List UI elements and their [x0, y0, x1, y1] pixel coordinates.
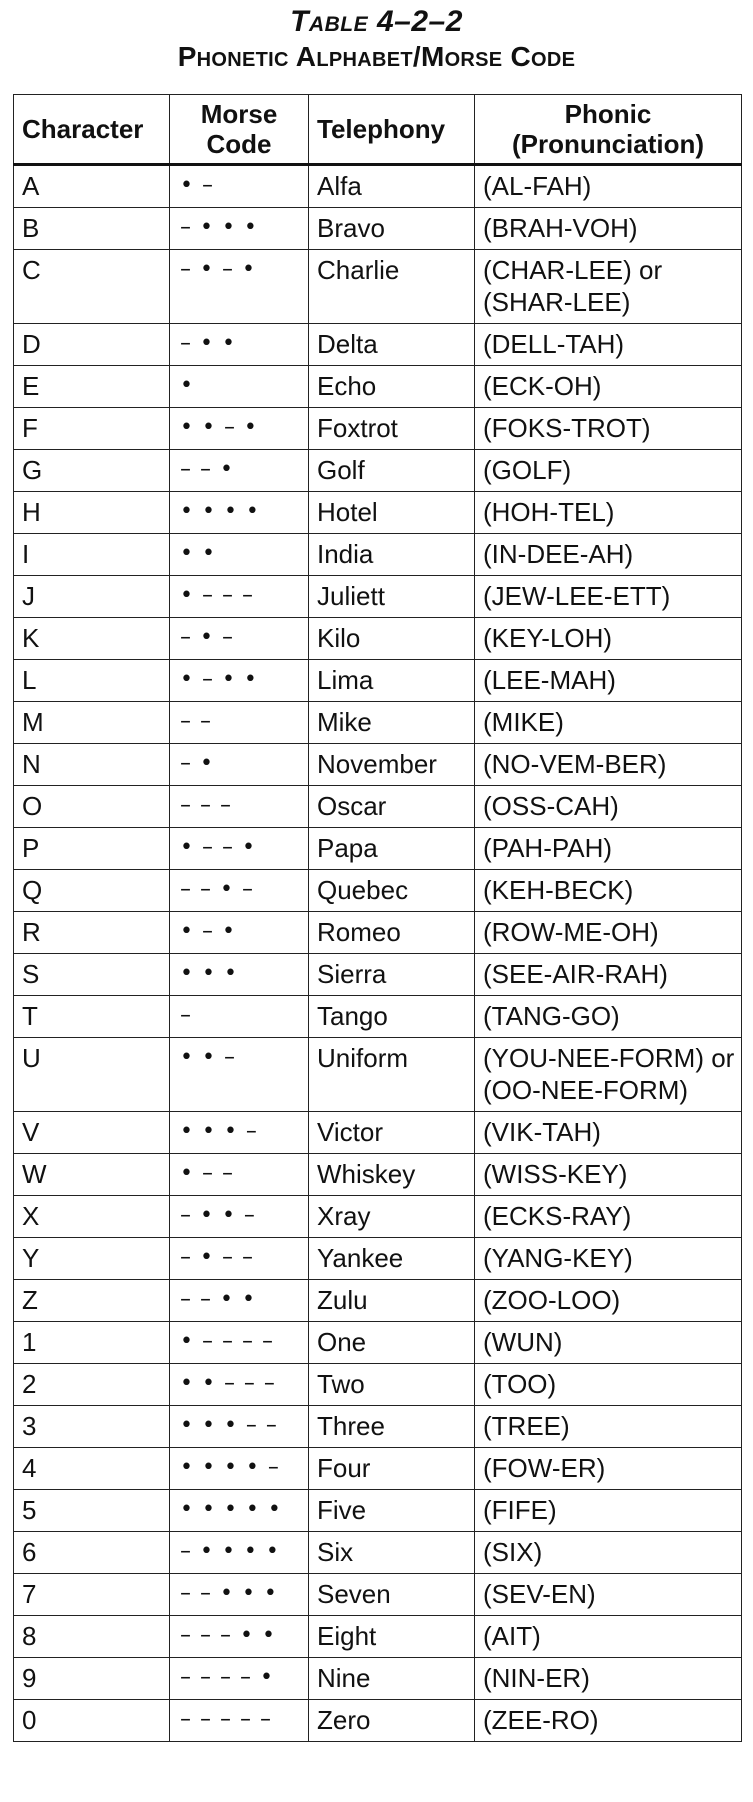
table-row [14, 870, 742, 912]
table-row [14, 786, 742, 828]
cell-telephony: Tango [309, 996, 475, 1038]
cell-character: 1 [14, 1322, 170, 1364]
header-telephony: Telephony [309, 95, 475, 165]
cell-character: M [14, 702, 170, 744]
cell-phonic: (DELL-TAH) [475, 324, 742, 366]
cell-telephony: Two [309, 1364, 475, 1406]
header-phonic: Phonic (Pronunciation) [475, 95, 742, 165]
cell-telephony: November [309, 744, 475, 786]
table-body [14, 165, 742, 1742]
table-row [14, 1490, 742, 1532]
cell-morse-code: – – • • [170, 1280, 309, 1322]
cell-character: V [14, 1112, 170, 1154]
cell-morse-code: – – • – [170, 870, 309, 912]
cell-morse-code: – – – [170, 786, 309, 828]
cell-telephony: Zulu [309, 1280, 475, 1322]
table-title: Phonetic Alphabet/Morse Code [177, 41, 576, 72]
cell-telephony: Xray [309, 1196, 475, 1238]
table-row [14, 1322, 742, 1364]
header-row [14, 95, 742, 165]
cell-character: J [14, 576, 170, 618]
cell-telephony: Victor [309, 1112, 475, 1154]
table-row [14, 954, 742, 996]
cell-character: L [14, 660, 170, 702]
cell-morse-code: • • • [170, 954, 309, 996]
cell-morse-code: • • • • – [170, 1448, 309, 1490]
cell-phonic: (KEY-LOH) [475, 618, 742, 660]
cell-morse-code: • – – • [170, 828, 309, 870]
table-row [14, 366, 742, 408]
cell-character: 7 [14, 1574, 170, 1616]
table-row [14, 1532, 742, 1574]
cell-telephony: Five [309, 1490, 475, 1532]
table-row [14, 660, 742, 702]
table-header [14, 95, 742, 165]
cell-morse-code: – • – – [170, 1238, 309, 1280]
cell-phonic: (MIKE) [475, 702, 742, 744]
cell-phonic: (NO-VEM-BER) [475, 744, 742, 786]
cell-phonic: (SEV-EN) [475, 1574, 742, 1616]
table-row [14, 1658, 742, 1700]
header-character: Character [14, 95, 170, 165]
cell-character: 5 [14, 1490, 170, 1532]
cell-phonic: (JEW-LEE-ETT) [475, 576, 742, 618]
cell-character: H [14, 492, 170, 534]
cell-phonic: (WISS-KEY) [475, 1154, 742, 1196]
cell-phonic: (TREE) [475, 1406, 742, 1448]
cell-phonic: (LEE-MAH) [475, 660, 742, 702]
cell-phonic: (ECKS-RAY) [475, 1196, 742, 1238]
table-row [14, 450, 742, 492]
cell-phonic: (FOKS-TROT) [475, 408, 742, 450]
cell-phonic: (SEE-AIR-RAH) [475, 954, 742, 996]
cell-character: C [14, 250, 170, 324]
cell-character: 2 [14, 1364, 170, 1406]
cell-telephony: One [309, 1322, 475, 1364]
cell-telephony: Echo [309, 366, 475, 408]
cell-telephony: Romeo [309, 912, 475, 954]
table-row [14, 324, 742, 366]
cell-character: N [14, 744, 170, 786]
cell-character: I [14, 534, 170, 576]
table-row [14, 208, 742, 250]
cell-phonic: (PAH-PAH) [475, 828, 742, 870]
cell-character: O [14, 786, 170, 828]
table-row [14, 618, 742, 660]
cell-phonic: (ECK-OH) [475, 366, 742, 408]
table-row [14, 1112, 742, 1154]
cell-character: F [14, 408, 170, 450]
cell-character: R [14, 912, 170, 954]
cell-telephony: Oscar [309, 786, 475, 828]
table-row [14, 1280, 742, 1322]
table-row [14, 165, 742, 208]
table-row [14, 492, 742, 534]
cell-morse-code: • – [170, 165, 309, 208]
cell-phonic: (FOW-ER) [475, 1448, 742, 1490]
table-number: Table 4–2–2 [290, 5, 463, 38]
cell-phonic: (TOO) [475, 1364, 742, 1406]
cell-telephony: Whiskey [309, 1154, 475, 1196]
cell-morse-code: • • – – – [170, 1364, 309, 1406]
table-row [14, 1574, 742, 1616]
table-row [14, 1700, 742, 1742]
cell-morse-code: • – • [170, 912, 309, 954]
cell-character: 8 [14, 1616, 170, 1658]
cell-morse-code: – – • [170, 450, 309, 492]
cell-phonic: (IN-DEE-AH) [475, 534, 742, 576]
cell-phonic: (ZEE-RO) [475, 1700, 742, 1742]
cell-telephony: Zero [309, 1700, 475, 1742]
table-row [14, 576, 742, 618]
table-row [14, 1154, 742, 1196]
cell-phonic: (ZOO-LOO) [475, 1280, 742, 1322]
cell-phonic: (HOH-TEL) [475, 492, 742, 534]
table-row [14, 702, 742, 744]
cell-phonic: (ROW-ME-OH) [475, 912, 742, 954]
cell-character: X [14, 1196, 170, 1238]
cell-phonic: (TANG-GO) [475, 996, 742, 1038]
cell-morse-code: • – – – – [170, 1322, 309, 1364]
table-row [14, 534, 742, 576]
cell-morse-code: – • [170, 744, 309, 786]
cell-character: 6 [14, 1532, 170, 1574]
cell-telephony: Uniform [309, 1038, 475, 1112]
cell-phonic: (SIX) [475, 1532, 742, 1574]
cell-character: W [14, 1154, 170, 1196]
cell-morse-code: • • • – [170, 1112, 309, 1154]
table-row [14, 250, 742, 324]
table-row [14, 828, 742, 870]
cell-telephony: Sierra [309, 954, 475, 996]
table-row [14, 1448, 742, 1490]
cell-morse-code: – • • • • [170, 1532, 309, 1574]
table-row [14, 408, 742, 450]
cell-phonic: (VIK-TAH) [475, 1112, 742, 1154]
cell-telephony: Six [309, 1532, 475, 1574]
cell-phonic: (AL-FAH) [475, 165, 742, 208]
cell-phonic: (FIFE) [475, 1490, 742, 1532]
table-row [14, 1238, 742, 1280]
cell-character: D [14, 324, 170, 366]
table-row [14, 1364, 742, 1406]
cell-phonic: (GOLF) [475, 450, 742, 492]
cell-telephony: Hotel [309, 492, 475, 534]
table-row [14, 912, 742, 954]
cell-telephony: Foxtrot [309, 408, 475, 450]
cell-phonic: (NIN-ER) [475, 1658, 742, 1700]
cell-telephony: Seven [309, 1574, 475, 1616]
cell-morse-code: • • [170, 534, 309, 576]
cell-telephony: Papa [309, 828, 475, 870]
cell-character: P [14, 828, 170, 870]
cell-morse-code: • [170, 366, 309, 408]
cell-telephony: Four [309, 1448, 475, 1490]
cell-morse-code: – [170, 996, 309, 1038]
table-row [14, 996, 742, 1038]
cell-telephony: Kilo [309, 618, 475, 660]
header-morse-code: Morse Code [170, 95, 309, 165]
table-row [14, 1616, 742, 1658]
table-row [14, 1038, 742, 1112]
table-row [14, 744, 742, 786]
cell-character: 3 [14, 1406, 170, 1448]
cell-morse-code: • • • • • [170, 1490, 309, 1532]
cell-telephony: Quebec [309, 870, 475, 912]
cell-telephony: Delta [309, 324, 475, 366]
cell-character: Z [14, 1280, 170, 1322]
table-row [14, 1196, 742, 1238]
cell-character: K [14, 618, 170, 660]
cell-phonic: (KEH-BECK) [475, 870, 742, 912]
cell-phonic: (AIT) [475, 1616, 742, 1658]
cell-phonic: (CHAR-LEE) or (SHAR-LEE) [475, 250, 742, 324]
cell-morse-code: – – [170, 702, 309, 744]
cell-morse-code: • • • • [170, 492, 309, 534]
cell-character: E [14, 366, 170, 408]
table-caption [0, 4, 753, 74]
cell-morse-code: – • • – [170, 1196, 309, 1238]
cell-character: 9 [14, 1658, 170, 1700]
cell-telephony: Juliett [309, 576, 475, 618]
cell-character: Y [14, 1238, 170, 1280]
cell-telephony: Charlie [309, 250, 475, 324]
cell-telephony: Eight [309, 1616, 475, 1658]
cell-morse-code: • – • • [170, 660, 309, 702]
cell-morse-code: • – – – [170, 576, 309, 618]
cell-morse-code: – • – [170, 618, 309, 660]
cell-telephony: Golf [309, 450, 475, 492]
cell-telephony: Three [309, 1406, 475, 1448]
cell-telephony: India [309, 534, 475, 576]
cell-phonic: (YANG-KEY) [475, 1238, 742, 1280]
cell-character: Q [14, 870, 170, 912]
cell-morse-code: – – – – • [170, 1658, 309, 1700]
cell-morse-code: • • • – – [170, 1406, 309, 1448]
cell-telephony: Mike [309, 702, 475, 744]
cell-telephony: Nine [309, 1658, 475, 1700]
cell-morse-code: – • • [170, 324, 309, 366]
cell-telephony: Alfa [309, 165, 475, 208]
cell-telephony: Yankee [309, 1238, 475, 1280]
cell-morse-code: – • • • [170, 208, 309, 250]
cell-morse-code: • • – • [170, 408, 309, 450]
cell-character: S [14, 954, 170, 996]
cell-telephony: Lima [309, 660, 475, 702]
cell-phonic: (YOU-NEE-FORM) or (OO-NEE-FORM) [475, 1038, 742, 1112]
cell-phonic: (OSS-CAH) [475, 786, 742, 828]
cell-character: A [14, 165, 170, 208]
cell-character: 0 [14, 1700, 170, 1742]
cell-telephony: Bravo [309, 208, 475, 250]
cell-character: T [14, 996, 170, 1038]
cell-character: 4 [14, 1448, 170, 1490]
cell-character: B [14, 208, 170, 250]
cell-morse-code: • • – [170, 1038, 309, 1112]
cell-morse-code: – • – • [170, 250, 309, 324]
cell-morse-code: – – • • • [170, 1574, 309, 1616]
table-row [14, 1406, 742, 1448]
cell-morse-code: – – – – – [170, 1700, 309, 1742]
cell-character: G [14, 450, 170, 492]
cell-phonic: (WUN) [475, 1322, 742, 1364]
phonetic-alphabet-table [13, 94, 742, 1742]
cell-morse-code: • – – [170, 1154, 309, 1196]
cell-morse-code: – – – • • [170, 1616, 309, 1658]
cell-character: U [14, 1038, 170, 1112]
cell-phonic: (BRAH-VOH) [475, 208, 742, 250]
